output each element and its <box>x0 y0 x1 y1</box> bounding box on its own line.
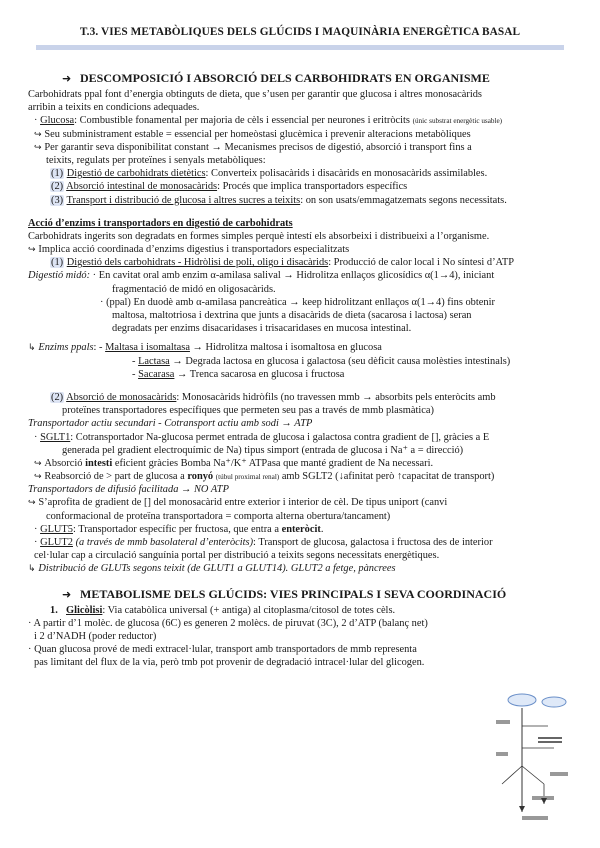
glycolysis-diagram-icon <box>492 692 588 826</box>
paragraph-line: Carbohidrats ingerits son degradats en formes simples perquè intestí els absorbeixi i distribueixi a l’organisme. <box>28 230 490 242</box>
hook-arrow-icon: ↳ <box>28 564 39 575</box>
bullet-dot-icon: · <box>34 523 41 535</box>
paragraph-line: maltosa, maltotriosa i dextrina que junts a disacàrids de dieta (sacarosa i lactosa) seran <box>112 310 472 321</box>
list-item: (1) Digestió de carbohidrats dietètics: Converteix polisacàrids i disacàrids en monosacàrids assimilables. <box>51 168 488 180</box>
list-item: (2) Absorció intestinal de monosacàrids: Procés que implica transportadors específics <box>51 181 408 193</box>
paragraph-line: conformacional de proteïna transportadora = comporta alterna obertura/tancament) <box>46 510 391 522</box>
paragraph-line: cel·lular cap a circulació sanguínia portal per distribució a teixits segons necessitats energètiques. <box>34 550 440 562</box>
paragraph-line: Carbohidrats ppal font d’energia obtinguts de dieta, que s’usen per garantir que glucosa i altres monosacàrids <box>28 89 482 100</box>
title-rule <box>36 45 564 50</box>
sub-point: ↪ S’aprofita de gradient de [] del monosacàrid entre exterior i interior de cèl. De tipus uniport (canvi <box>28 497 448 509</box>
paragraph-line: arribin a teixits en condicions adequades. <box>28 102 200 114</box>
distribution-line: ↳ Distribució de GLUTs segons teixit (de GLUT1 a GLUT14). GLUT2 a fetge, pàncrees <box>28 563 396 575</box>
bullet-glut5: · GLUT5: Transportador específic per fructosa, que entra a enteròcit. <box>34 523 324 535</box>
enzims-ppals-line: ↳ Enzims ppals: - Maltasa i isomaltasa → Hidrolitza maltosa i isomaltosa en glucosa <box>28 342 382 354</box>
bullet-dot-icon: · <box>92 270 99 282</box>
bullet-dot-icon: · <box>34 115 41 127</box>
bullet-sglt1: · SGLT1: Cotransportador Na-glucosa permet entrada de glucosa i galactosa contra gradient de [], gràcies a E <box>34 431 490 443</box>
sub-point-continued: teixits, regulats per proteïnes i senyals metabòliques: <box>46 154 266 166</box>
paragraph-line: ↪ Implica acció coordinada d’enzims digestius i transportadors especialitzats <box>28 244 350 256</box>
bullet-dot-icon: · <box>34 537 41 548</box>
bullet-glucosa: · Glucosa: Combustible fonamental per majoria de cèls i essencial per neurones i eritròcits (únic substrat energètic usable) <box>34 115 503 127</box>
hook-arrow-icon: ↪ <box>34 142 45 153</box>
paragraph-line: · (ppal) En duodè amb α-amilasa pancreàtica → keep hidrolitzant enllaços α(1→4) fins obtenir <box>100 296 495 308</box>
section-heading-metabolisme: ➜ METABOLISME DELS GLÚCIDS: VIES PRINCIPALS I SEVA COORDINACIÓ <box>62 586 507 601</box>
paragraph-line: fragmentació de midó en oligosacàrids. <box>112 283 276 295</box>
list-item: (2) Absorció de monosacàrids: Monosacàrids hidròfils (no travessen mmb → absorbits pels enteròcits amb <box>51 391 496 403</box>
hook-arrow-icon: ↪ <box>34 458 45 469</box>
transport-heading: Transportador actiu secundari - Cotransport actiu amb sodi → ATP <box>28 418 313 430</box>
bullet-glut2: · GLUT2 (a través de mmb basolateral d’enteròcits): Transport de glucosa, galactosa i fructosa des de interior <box>34 537 493 548</box>
digestio-mido-line: Digestió midó: · En cavitat oral amb enzim α-amilasa salival → Hidrolitza enllaços glicosídics α(1→4), iniciant <box>28 270 495 282</box>
transport-heading: Transportadors de difusió facilitada → NO ATP <box>28 484 229 496</box>
list-item: (3) Transport i distribució de glucosa i altres sucres a teixits: on son usats/emmagatzemats segons necessitats. <box>51 194 507 206</box>
bullet-dot-icon: · <box>28 644 35 656</box>
subsection-heading-enzims: Acció d’enzims i transportadors en digestió de carbohidrats <box>28 217 293 229</box>
page-title: T.3. VIES METABÒLIQUES DELS GLÚCIDS I MAQUINÀRIA ENERGÈTICA BASAL <box>79 26 521 38</box>
hook-arrow-icon: ↪ <box>28 498 39 509</box>
section-heading-decomposicio: ➜ DESCOMPOSICIÓ I ABSORCIÓ DELS CARBOHIDRATS EN ORGANISME <box>62 71 490 85</box>
bullet-dot-icon: · <box>100 296 107 308</box>
document-body <box>28 70 576 670</box>
hook-arrow-icon: ↳ <box>28 343 39 354</box>
enzyme-item: - Sacarasa → Trenca sacarosa en glucosa i fructosa <box>132 368 345 380</box>
paragraph-line: degradats per enzims disacaridases i trisacaridases en mucosa intestinal. <box>112 323 412 335</box>
hook-arrow-icon: ↪ <box>28 245 39 256</box>
hook-arrow-icon: ↪ <box>34 129 45 140</box>
enzyme-item: - Lactasa → Degrada lactosa en glucosa i galactosa (seu dèficit causa molèsties intestinals) <box>132 355 511 367</box>
bullet-line: · Quan glucosa prové de medi extracel·lular, transport amb transportadors de mmb representa <box>28 644 417 656</box>
hook-arrow-icon: ↪ <box>34 472 45 483</box>
bullet-dot-icon: · <box>28 617 34 629</box>
right-arrow-icon: ➜ <box>62 587 72 601</box>
bullet-dot-icon: · <box>34 431 41 443</box>
list-item: (1) Digestió dels carbohidrats - Hidròlisi de poli, oligo i disacàrids: Producció de calor local i No síntesi d’ATP <box>51 257 515 269</box>
sub-point: ↪ Reabsorció de > part de glucosa a ronyó (túbul proximal renal) amb SGLT2 (↓afinitat però ↑capacitat de transport) <box>34 471 495 483</box>
sub-point: ↪ Seu subministrament estable = essencial per homeòstasi glucèmica i prevenir alteracions metabòliques <box>34 128 471 140</box>
bullet-line: · A partir d’1 molèc. de glucosa (6C) es generen 2 molècs. de piruvat (3C), 2 d’ATP (balanç net) <box>28 617 428 629</box>
paragraph-line: i 2 d’NADH (poder reductor) <box>34 630 157 642</box>
paragraph-line: generada pel gradient electroquímic de Na) tipus simport (entrada de glucosa i Na⁺ a = direcció) <box>62 444 464 456</box>
numbered-item-glicolisi: 1. Glicòlisi: Via catabòlica universal (+ antiga) al citoplasma/citosol de totes cèls. <box>50 604 396 616</box>
paragraph-line: proteïnes transportadores específiques que permeten seu pas a través de mmb plasmàtica) <box>62 405 434 417</box>
paragraph-line: pas limitant del flux de la via, però tmb pot provenir de degradació intracel·lular del glicogen. <box>34 657 425 669</box>
sub-point: ↪ Per garantir seva disponibilitat constant → Mecanismes precisos de digestió, absorció i transport fins a <box>34 141 472 153</box>
sub-point: ↪ Absorció intesti eficient gràcies Bomba Na⁺/K⁺ ATPasa que manté gradient de Na necessari. <box>34 457 434 469</box>
right-arrow-icon: ➜ <box>62 72 72 85</box>
